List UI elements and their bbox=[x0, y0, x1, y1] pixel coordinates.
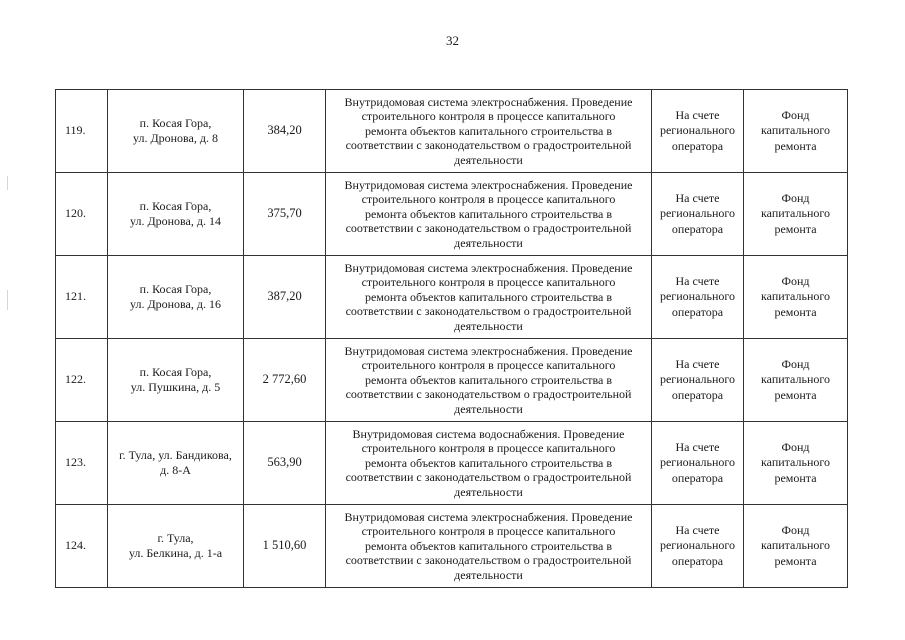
work-description-cell bbox=[326, 505, 652, 588]
row-number: 119. bbox=[56, 90, 108, 173]
fund-line: капитального bbox=[761, 206, 830, 221]
scan-edge-mark bbox=[7, 176, 8, 190]
account-line: регионального bbox=[659, 538, 736, 553]
fund-line: капитального bbox=[761, 289, 830, 304]
description-line: ремонта объектов капитального строительства в bbox=[364, 289, 613, 304]
row-number: 123. bbox=[56, 422, 108, 505]
account-line: оператора bbox=[671, 304, 724, 319]
description-line: строительного контроля в процессе капитального bbox=[361, 524, 616, 539]
table-row bbox=[56, 90, 848, 173]
description-line: соответствии с законодательством о градостроительной bbox=[345, 387, 632, 402]
address-cell bbox=[108, 173, 244, 256]
description-line: деятельности bbox=[454, 401, 523, 416]
work-description-cell bbox=[326, 90, 652, 173]
address-line: п. Косая Гора, bbox=[139, 364, 212, 379]
scan-edge-mark bbox=[7, 290, 8, 310]
row-number: 120. bbox=[56, 173, 108, 256]
description-line: соответствии с законодательством о градостроительной bbox=[345, 221, 632, 236]
description-line: Внутридомовая система электроснабжения. Проведение bbox=[344, 260, 633, 275]
account-line: оператора bbox=[671, 553, 724, 568]
address-cell bbox=[108, 422, 244, 505]
address-line: ул. Пушкина, д. 5 bbox=[130, 380, 221, 394]
description-line: строительного контроля в процессе капитального bbox=[361, 358, 616, 373]
description-line: Внутридомовая система электроснабжения. Проведение bbox=[344, 94, 633, 109]
address-line: д. 8-А bbox=[160, 463, 191, 477]
row-number: 124. bbox=[56, 505, 108, 588]
description-line: деятельности bbox=[454, 567, 523, 582]
description-line: соответствии с законодательством о градостроительной bbox=[345, 304, 632, 319]
account-method-cell bbox=[652, 339, 744, 422]
description-line: ремонта объектов капитального строительства в bbox=[364, 538, 613, 553]
description-line: строительного контроля в процессе капитального bbox=[361, 441, 616, 456]
table-body bbox=[56, 90, 848, 588]
fund-line: Фонд bbox=[781, 190, 810, 205]
table-row bbox=[56, 422, 848, 505]
work-description-cell bbox=[326, 339, 652, 422]
account-line: оператора bbox=[671, 221, 724, 236]
fund-line: ремонта bbox=[774, 553, 817, 568]
area-cell: 375,70 bbox=[244, 173, 326, 256]
fund-line: ремонта bbox=[774, 387, 817, 402]
fund-line: ремонта bbox=[774, 470, 817, 485]
account-line: оператора bbox=[671, 387, 724, 402]
area-cell: 387,20 bbox=[244, 256, 326, 339]
table-row bbox=[56, 339, 848, 422]
description-line: ремонта объектов капитального строительства в bbox=[364, 455, 613, 470]
account-line: оператора bbox=[671, 470, 724, 485]
fund-line: ремонта bbox=[774, 304, 817, 319]
description-line: ремонта объектов капитального строительства в bbox=[364, 372, 613, 387]
fund-line: Фонд bbox=[781, 107, 810, 122]
area-cell: 384,20 bbox=[244, 90, 326, 173]
table-row bbox=[56, 505, 848, 588]
account-line: регионального bbox=[659, 289, 736, 304]
description-line: соответствии с законодательством о градостроительной bbox=[345, 470, 632, 485]
fund-line: ремонта bbox=[774, 221, 817, 236]
funding-source-cell bbox=[744, 505, 848, 588]
address-line: ул. Дронова, д. 14 bbox=[129, 214, 221, 228]
description-line: деятельности bbox=[454, 318, 523, 333]
fund-line: Фонд bbox=[781, 356, 810, 371]
area-cell: 1 510,60 bbox=[244, 505, 326, 588]
address-line: г. Тула, ул. Бандикова, bbox=[119, 447, 232, 462]
work-description-cell bbox=[326, 256, 652, 339]
fund-line: капитального bbox=[761, 123, 830, 138]
address-line: г. Тула, bbox=[157, 530, 194, 545]
description-line: строительного контроля в процессе капитального bbox=[361, 275, 616, 290]
account-line: регионального bbox=[659, 372, 736, 387]
account-line: оператора bbox=[671, 138, 724, 153]
fund-line: Фонд bbox=[781, 439, 810, 454]
address-cell bbox=[108, 339, 244, 422]
table-row bbox=[56, 256, 848, 339]
description-line: деятельности bbox=[454, 235, 523, 250]
account-line: На счете bbox=[675, 439, 720, 454]
account-line: регионального bbox=[659, 123, 736, 138]
work-description-cell bbox=[326, 173, 652, 256]
fund-line: капитального bbox=[761, 455, 830, 470]
work-description-cell bbox=[326, 422, 652, 505]
fund-line: Фонд bbox=[781, 522, 810, 537]
address-line: ул. Дронова, д. 8 bbox=[132, 131, 218, 145]
description-line: строительного контроля в процессе капитального bbox=[361, 192, 616, 207]
address-line: п. Косая Гора, bbox=[139, 281, 212, 296]
area-cell: 563,90 bbox=[244, 422, 326, 505]
account-line: На счете bbox=[675, 190, 720, 205]
address-cell bbox=[108, 505, 244, 588]
account-line: регионального bbox=[659, 455, 736, 470]
funding-source-cell bbox=[744, 339, 848, 422]
description-line: Внутридомовая система электроснабжения. Проведение bbox=[344, 509, 633, 524]
description-line: соответствии с законодательством о градостроительной bbox=[345, 553, 632, 568]
description-line: соответствии с законодательством о градостроительной bbox=[345, 138, 632, 153]
address-line: п. Косая Гора, bbox=[139, 198, 212, 213]
address-line: ул. Дронова, д. 16 bbox=[129, 297, 221, 311]
account-method-cell bbox=[652, 256, 744, 339]
account-method-cell bbox=[652, 422, 744, 505]
area-cell: 2 772,60 bbox=[244, 339, 326, 422]
address-cell bbox=[108, 90, 244, 173]
table-row bbox=[56, 173, 848, 256]
repair-works-table bbox=[55, 89, 848, 588]
fund-line: Фонд bbox=[781, 273, 810, 288]
account-line: На счете bbox=[675, 356, 720, 371]
account-line: На счете bbox=[675, 522, 720, 537]
account-method-cell bbox=[652, 90, 744, 173]
row-number: 121. bbox=[56, 256, 108, 339]
account-method-cell bbox=[652, 173, 744, 256]
account-line: На счете bbox=[675, 273, 720, 288]
page-number: 32 bbox=[446, 33, 459, 48]
description-line: строительного контроля в процессе капитального bbox=[361, 109, 616, 124]
description-line: ремонта объектов капитального строительства в bbox=[364, 123, 613, 138]
description-line: деятельности bbox=[454, 152, 523, 167]
description-line: Внутридомовая система электроснабжения. Проведение bbox=[344, 343, 633, 358]
funding-source-cell bbox=[744, 173, 848, 256]
address-line: ул. Белкина, д. 1-а bbox=[128, 546, 223, 560]
fund-line: капитального bbox=[761, 372, 830, 387]
account-method-cell bbox=[652, 505, 744, 588]
account-line: На счете bbox=[675, 107, 720, 122]
row-number: 122. bbox=[56, 339, 108, 422]
fund-line: капитального bbox=[761, 538, 830, 553]
fund-line: ремонта bbox=[774, 138, 817, 153]
description-line: Внутридомовая система электроснабжения. Проведение bbox=[344, 177, 633, 192]
funding-source-cell bbox=[744, 422, 848, 505]
account-line: регионального bbox=[659, 206, 736, 221]
funding-source-cell bbox=[744, 90, 848, 173]
address-cell bbox=[108, 256, 244, 339]
description-line: Внутридомовая система водоснабжения. Проведение bbox=[352, 426, 625, 441]
description-line: ремонта объектов капитального строительства в bbox=[364, 206, 613, 221]
funding-source-cell bbox=[744, 256, 848, 339]
address-line: п. Косая Гора, bbox=[139, 115, 212, 130]
description-line: деятельности bbox=[454, 484, 523, 499]
